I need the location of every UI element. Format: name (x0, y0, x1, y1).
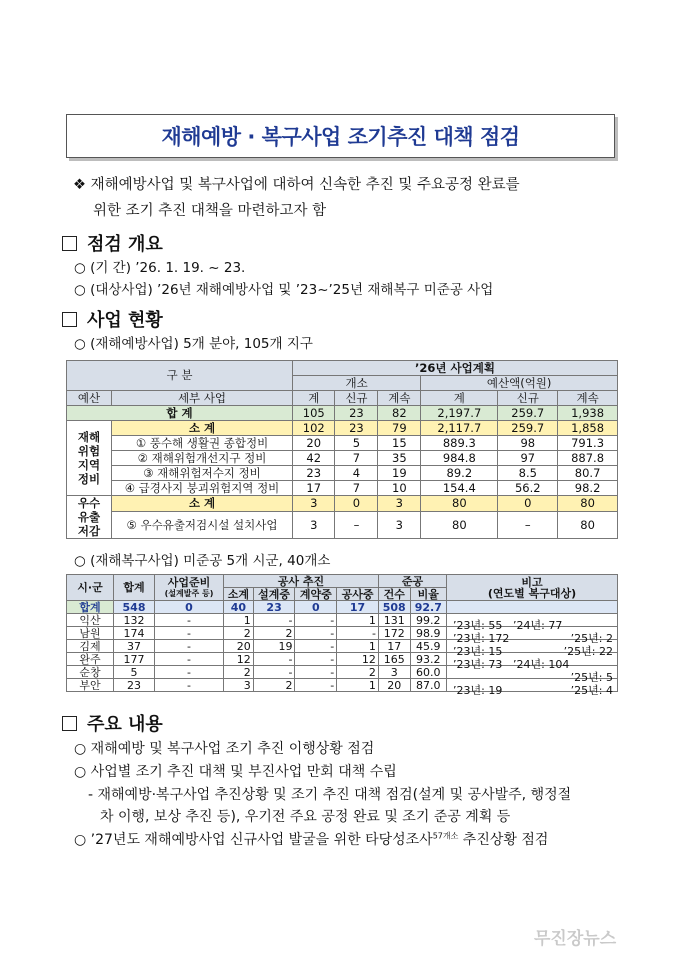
th-done: 준공 (378, 575, 446, 588)
note-year: ’24년: 77 (513, 619, 563, 632)
table-row (67, 653, 618, 666)
cell: 17 (337, 601, 379, 614)
cell: 92.7 (410, 601, 446, 614)
cell: - (295, 653, 337, 666)
th-col: 계속 (558, 391, 618, 406)
note-year: ’24년: 104 (513, 658, 570, 671)
note-year: ’23년: 172 (453, 632, 510, 645)
cell: - (337, 627, 379, 640)
cell: 791.3 (558, 436, 618, 451)
cell: 2 (224, 666, 254, 679)
intro-text-1: 재해예방사업 및 복구사업에 대하여 신속한 추진 및 주요공정 완료를 (90, 177, 520, 193)
cell: 7 (335, 451, 378, 466)
recovery-summary: ○ (재해복구사업) 미준공 5개 시군, 40개소 (74, 553, 331, 569)
cell: - (253, 666, 295, 679)
cell: 548 (114, 601, 155, 614)
cell: 0 (295, 601, 337, 614)
cell: 5 (114, 666, 155, 679)
row-label: 익산 (67, 614, 114, 627)
square-bullet-icon (62, 236, 77, 251)
square-bullet-icon (62, 716, 77, 731)
cell: 80.7 (558, 466, 618, 481)
cell: 3 (293, 512, 335, 539)
cell-note (447, 653, 618, 671)
th-col: 계 (293, 391, 335, 406)
cell: 3 (293, 496, 335, 512)
cell: 56.2 (498, 481, 558, 496)
page-title: 재해예방 · 복구사업 조기추진 대책 점검 (161, 125, 520, 149)
cell: 1 (337, 640, 379, 653)
cell: - (155, 653, 224, 666)
cell: 1,938 (558, 406, 618, 421)
main-item-4-tail: 추진상황 점검 (458, 832, 549, 848)
note-year: ’23년: 73 (453, 658, 503, 671)
title-box (66, 114, 615, 158)
cell: 17 (378, 640, 410, 653)
cell: 12 (224, 653, 254, 666)
row-label: 합계 (67, 601, 114, 614)
cell: 20 (293, 436, 335, 451)
cell: 3 (378, 666, 410, 679)
cell: 10 (378, 481, 421, 496)
th-total: 합계 (114, 575, 155, 601)
cell: 887.8 (558, 451, 618, 466)
th-note-label: 비고 (521, 575, 543, 589)
th-prep-label: 사업준비 (167, 575, 211, 589)
cell: 1 (224, 614, 254, 627)
table-row (67, 436, 618, 451)
category-label: 우수 유출 저감 (67, 496, 112, 539)
th-gubun: 구 분 (67, 361, 293, 391)
cell: 131 (378, 614, 410, 627)
row-label: ③ 재해위험저수지 정비 (112, 466, 293, 481)
cell: - (295, 614, 337, 627)
cell: - (155, 627, 224, 640)
cell: 3 (378, 512, 421, 539)
cell: 2,117.7 (421, 421, 498, 436)
section-overview-title: 점검 개요 (87, 234, 163, 255)
cell: 102 (293, 421, 335, 436)
row-label: 소 계 (112, 421, 293, 436)
cell: 98.2 (558, 481, 618, 496)
table-row (67, 481, 618, 496)
cell-note (447, 679, 618, 697)
th-budget-item: 예산 (67, 391, 112, 406)
th-col: 계약중 (295, 588, 337, 601)
row-label: ④ 급경사지 붕괴위험지역 정비 (112, 481, 293, 496)
note-year: ’25년: 2 (570, 632, 613, 645)
table-row-total (67, 601, 618, 614)
cell: 1 (337, 614, 379, 627)
cell: 80 (421, 496, 498, 512)
cell: 2 (224, 627, 254, 640)
row-label: ① 풍수해 생활권 종합정비 (112, 436, 293, 451)
cell: 3 (378, 496, 421, 512)
cell: - (155, 679, 224, 692)
cell: - (253, 653, 295, 666)
cell: 12 (337, 653, 379, 666)
table-row-subtotal (67, 496, 618, 512)
cell: 154.4 (421, 481, 498, 496)
cell: - (155, 640, 224, 653)
cell: 93.2 (410, 653, 446, 666)
th-region: 시·군 (67, 575, 114, 601)
cell: 1 (337, 679, 379, 692)
watermark-logo: 무진장뉴스 (534, 929, 617, 949)
row-label: ② 재해위험개선지구 정비 (112, 451, 293, 466)
cell: 42 (293, 451, 335, 466)
th-col: 공사중 (337, 588, 379, 601)
row-label: 김제 (67, 640, 114, 653)
cell: 5 (335, 436, 378, 451)
cell: 259.7 (498, 406, 558, 421)
cell: 45.9 (410, 640, 446, 653)
row-label: 남원 (67, 627, 114, 640)
cell: 0 (155, 601, 224, 614)
cell: - (253, 614, 295, 627)
prevention-table (66, 360, 618, 539)
cell: 4 (335, 466, 378, 481)
cell: 80 (558, 512, 618, 539)
cell: - (295, 666, 337, 679)
cell: 23 (335, 421, 378, 436)
cell: 40 (224, 601, 254, 614)
intro-line-1 (73, 172, 633, 198)
cell: 20 (224, 640, 254, 653)
cell: 80 (558, 496, 618, 512)
cell: 177 (114, 653, 155, 666)
cell: 165 (378, 653, 410, 666)
square-bullet-icon (62, 312, 77, 327)
table-row (67, 627, 618, 640)
th-col: 건수 (378, 588, 410, 601)
table-row (67, 451, 618, 466)
cell: 17 (293, 481, 335, 496)
recovery-table (66, 574, 618, 697)
cell: 19 (253, 640, 295, 653)
note-year: ’25년: 5 (570, 671, 613, 684)
cell-note (447, 601, 618, 614)
cell: 259.7 (498, 421, 558, 436)
cell: 15 (378, 436, 421, 451)
cell: 19 (378, 466, 421, 481)
th-prep-sub: (설계발주 등) (164, 588, 214, 598)
intro-text-2: 위한 조기 추진 대책을 마련하고자 함 (93, 203, 327, 219)
main-item-4 (74, 829, 548, 849)
table-row-subtotal (67, 421, 618, 436)
diamond-bullet-icon: ❖ (73, 177, 86, 193)
cell: 2,197.7 (421, 406, 498, 421)
cell: 99.2 (410, 614, 446, 627)
th-progress: 공사 추진 (224, 575, 379, 588)
cell: 172 (378, 627, 410, 640)
note-year: ’23년: 15 (453, 645, 503, 658)
row-label: 순창 (67, 666, 114, 679)
th-plan: ’26년 사업계획 (293, 361, 618, 376)
cell: 82 (378, 406, 421, 421)
table-row (67, 679, 618, 692)
cell-note (447, 640, 618, 658)
row-label: 소 계 (112, 496, 293, 512)
section-status (62, 306, 163, 332)
section-main (62, 710, 163, 736)
recovery-table-body (67, 613, 618, 697)
table-row-total (67, 406, 618, 421)
note-year: ’23년: 19 (453, 684, 503, 697)
cell: 132 (114, 614, 155, 627)
note-year: ’25년: 22 (563, 645, 613, 658)
section-status-title: 사업 현황 (87, 310, 163, 331)
cell: 89.2 (421, 466, 498, 481)
cell-note (447, 666, 618, 684)
cell: 20 (378, 679, 410, 692)
prevention-summary: ○ (재해예방사업) 5개 분야, 105개 지구 (74, 336, 313, 352)
cell: 98.9 (410, 627, 446, 640)
th-note-sub: (연도별 복구대상) (487, 586, 577, 600)
cell: 23 (253, 601, 295, 614)
cell: – (498, 512, 558, 539)
cell: 105 (293, 406, 335, 421)
cell: - (295, 640, 337, 653)
th-col: 설계중 (253, 588, 295, 601)
th-count: 개소 (293, 376, 421, 391)
table-row (67, 614, 618, 627)
cell: 80 (421, 512, 498, 539)
row-label: 합 계 (67, 406, 293, 421)
cell: 174 (114, 627, 155, 640)
row-label: 부안 (67, 679, 114, 692)
section-main-title: 주요 내용 (87, 714, 163, 735)
cell: 8.5 (498, 466, 558, 481)
cell: 2 (337, 666, 379, 679)
th-col: 계속 (378, 391, 421, 406)
cell: – (335, 512, 378, 539)
cell: 79 (378, 421, 421, 436)
main-item-3a: - 재해예방·복구사업 추진상황 및 조기 추진 대책 점검(설계 및 공사발주, 행정절 (88, 787, 572, 803)
category-label: 재해 위험 지역 정비 (67, 421, 112, 496)
th-col: 계 (421, 391, 498, 406)
cell: 1,858 (558, 421, 618, 436)
overview-period: ○ (기 간) ’26. 1. 19. ~ 23. (74, 260, 246, 276)
row-label: 완주 (67, 653, 114, 666)
intro (73, 172, 633, 224)
main-item-2: ○ 사업별 조기 추진 대책 및 부진사업 만회 대책 수립 (74, 764, 397, 780)
cell: - (295, 679, 337, 692)
cell: 0 (335, 496, 378, 512)
overview-target: ○ (대상사업) ’26년 재해예방사업 및 ’23~’25년 재해복구 미준공 사업 (74, 282, 494, 298)
cell: 35 (378, 451, 421, 466)
cell-note (447, 614, 618, 632)
th-note (447, 575, 618, 601)
cell: 60.0 (410, 666, 446, 679)
main-item-3b: 차 이행, 보상 추진 등), 우기전 주요 공정 완료 및 조기 준공 계획 등 (100, 809, 511, 825)
main-item-4-text: ○ ’27년도 재해예방사업 신규사업 발굴을 위한 타당성조사 (74, 832, 433, 848)
table-row (67, 666, 618, 679)
cell: 2 (253, 627, 295, 640)
cell: 97 (498, 451, 558, 466)
cell: 23 (293, 466, 335, 481)
section-overview (62, 230, 163, 256)
cell: - (155, 666, 224, 679)
table-row (67, 512, 618, 539)
cell: 3 (224, 679, 254, 692)
main-item-1: ○ 재해예방 및 복구사업 조기 추진 이행상황 점검 (74, 741, 375, 757)
cell: 508 (378, 601, 410, 614)
main-item-4-sup: 57개소 (432, 831, 459, 841)
cell: 889.3 (421, 436, 498, 451)
th-col: 비율 (410, 588, 446, 601)
cell: - (295, 627, 337, 640)
th-detail: 세부 사업 (112, 391, 293, 406)
note-year: ’23년: 55 (453, 619, 503, 632)
th-col: 신규 (335, 391, 378, 406)
cell: - (155, 614, 224, 627)
cell: 23 (335, 406, 378, 421)
th-col: 소계 (224, 588, 254, 601)
cell-note (447, 627, 618, 645)
cell: 7 (335, 481, 378, 496)
cell: 98 (498, 436, 558, 451)
cell: 23 (114, 679, 155, 692)
cell: 37 (114, 640, 155, 653)
table-row (67, 466, 618, 481)
table-row (67, 640, 618, 653)
th-col: 신규 (498, 391, 558, 406)
cell: 87.0 (410, 679, 446, 692)
cell: 984.8 (421, 451, 498, 466)
row-label: ⑤ 우수유출저검시설 설치사업 (112, 512, 293, 539)
th-budget: 예산액(억원) (421, 376, 618, 391)
th-prep (155, 575, 224, 601)
note-year: ’25년: 4 (570, 684, 613, 697)
cell: 2 (253, 679, 295, 692)
cell: 0 (498, 496, 558, 512)
